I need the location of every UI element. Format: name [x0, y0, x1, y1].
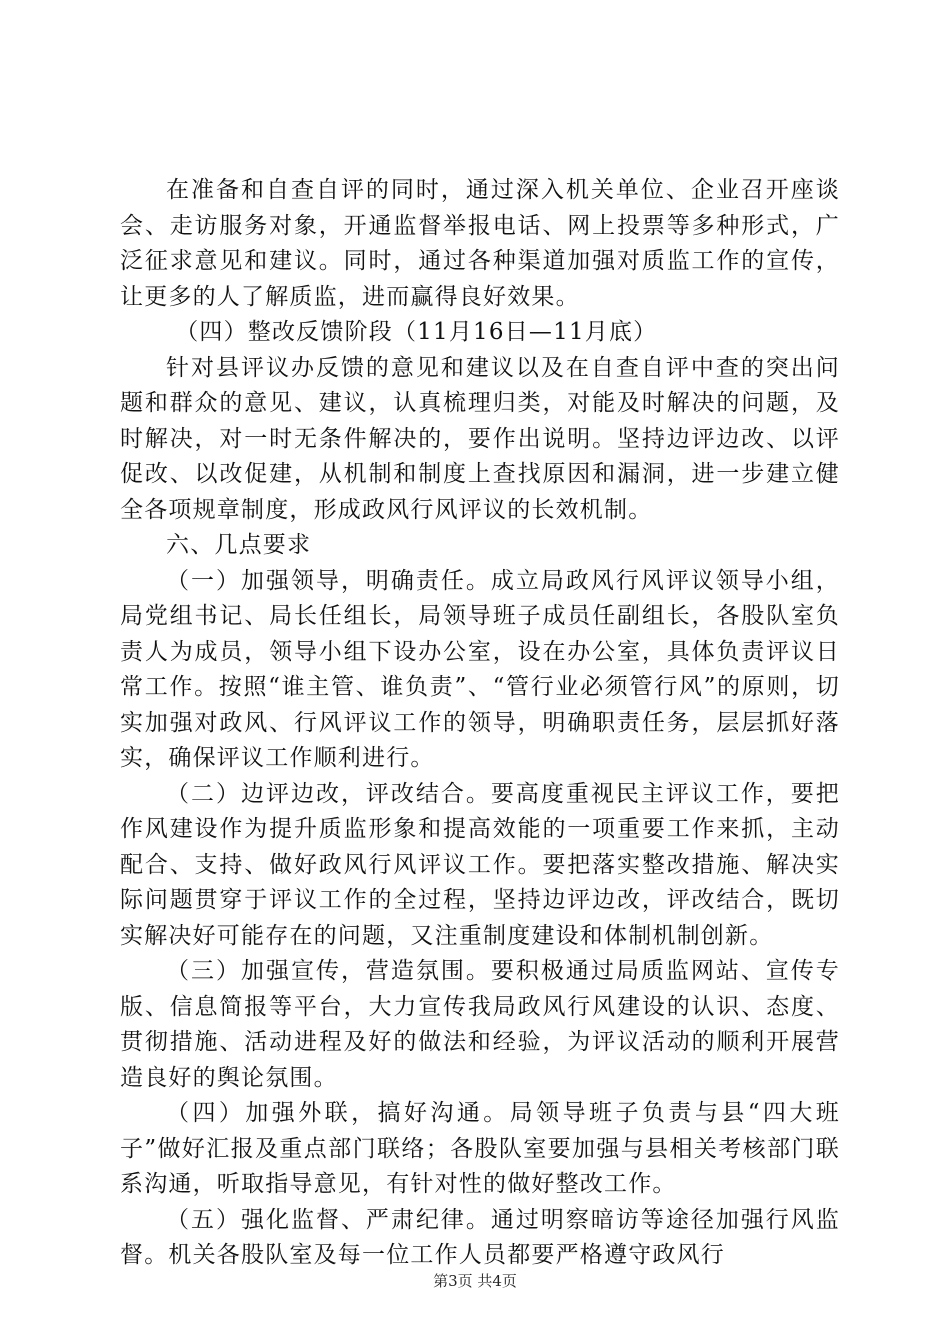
paragraph-requirement-2: （二）边评边改，评改结合。要高度重视民主评议工作，要把作风建设作为提升质监形象和提高效能的一项重要工作来抓，主动配合、支持、做好政风行风评议工作。要把落实整改措施、解决实际问题贯穿于评议工作的全过程，坚持边评边改，评改结合，既切实解决好可能存在的问题，又注重制度建设和体制机制创新。 [120, 780, 840, 949]
page-number-footer: 第3页 共4页 [433, 1272, 517, 1290]
document-body [120, 173, 840, 1274]
heading-rectification-feedback-stage: （四）整改反馈阶段（11月16日—11月底） [175, 319, 658, 345]
paragraph-requirement-3: （三）加强宣传，营造氛围。要积极通过局质监网站、宣传专版、信息简报等平台，大力宣传我局政风行风建设的认识、态度、贯彻措施、活动进程及好的做法和经验，为评议活动的顺利开展营造良好的舆论氛围。 [120, 958, 840, 1091]
heading-requirements: 六、几点要求 [166, 532, 312, 558]
paragraph-rectification-feedback: 针对县评议办反馈的意见和建议以及在自查自评中查的突出问题和群众的意见、建议，认真梳理归类，对能及时解决的问题，及时解决，对一时无条件解决的，要作出说明。坚持边评边改、以评促改、以改促建，从机制和制度上查找原因和漏洞，进一步建立健全各项规章制度，形成政风行风评议的长效机制。 [120, 354, 840, 523]
paragraph-requirement-4: （四）加强外联，搞好沟通。局领导班子负责与县“四大班子”做好汇报及重点部门联络；各股队室要加强与县相关考核部门联系沟通，听取指导意见，有针对性的做好整改工作。 [120, 1100, 840, 1197]
paragraph-requirement-1: （一）加强领导，明确责任。成立局政风行风评议领导小组，局党组书记、局长任组长，局领导班子成员任副组长，各股队室负责人为成员，领导小组下设办公室，设在办公室，具体负责评议日常工作。按照“谁主管、谁负责”、“管行业必须管行风”的原则，切实加强对政风、行风评议工作的领导，明确职责任务，层层抓好落实，确保评议工作顺利进行。 [120, 567, 840, 771]
paragraph-requirement-5: （五）强化监督、严肃纪律。通过明察暗访等途径加强行风监督。机关各股队室及每一位工作人员都要严格遵守政风行 [120, 1206, 840, 1268]
paragraph-solicit-opinions: 在准备和自查自评的同时，通过深入机关单位、企业召开座谈会、走访服务对象，开通监督举报电话、网上投票等多种形式，广泛征求意见和建议。同时，通过各种渠道加强对质监工作的宣传，让更多的人了解质监，进而赢得良好效果。 [120, 177, 840, 310]
